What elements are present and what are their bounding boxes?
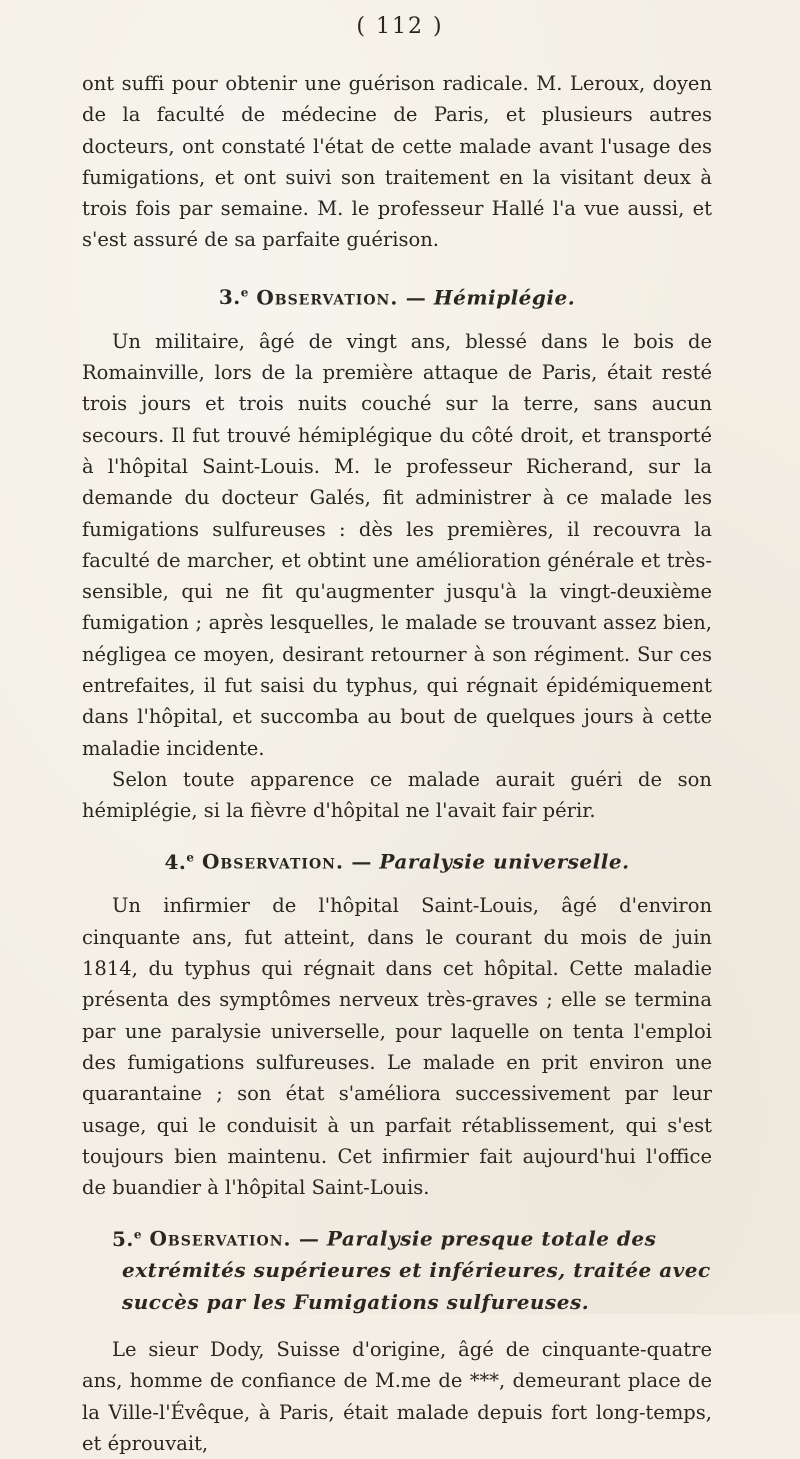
observation-4-title: Paralysie universelle.: [379, 850, 630, 875]
observation-3-heading: 3.$^e$ Observation. — Hémiplégie.: [218, 285, 576, 310]
observation-5-paragraph: Le sieur Dody, Suisse d'origine, âgé de cinquante-quatre ans, homme de confiance de M.me de ***, demeurant place de la Ville-l'Évêque, à Paris, était malade depuis fort long-temps, et éprouvait,: [82, 1337, 712, 1455]
observation-4-number: 4.$^e$: [164, 850, 195, 875]
observation-3-paragraph: Un militaire, âgé de vingt ans, blessé dans le bois de Romainville, lors de la première attaque de Paris, était resté trois jours et trois nuits couché sur la terre, sans aucun secours. Il fut trouvé hémiplégique du côté droit, et transporté à l'hôpital Saint-Louis. M. le professeur Richerand, sur la demande du docteur Galés, fit administrer à ce malade les fumigations sulfureuses : dès les premières, il recouvra la faculté de marcher, et obtint une amélioration générale et très-sensible, qui ne fit qu'augmenter jusqu'à la vingt-deuxième fumigation ; après lesquelles, le malade se trouvant assez bien, négligea ce moyen, desirant retourner à son régiment. Sur ces entrefaites, il fut saisi du typhus, qui régnait épidémiquement dans l'hôpital, et succomba au bout de quelques jours à cette maladie incidente.: [82, 329, 712, 760]
observation-5-heading: 5.$^e$ Observation. — Paralysie presque totale des extrémités supérieures et inférieures, traitée avec succès par les Fumigations sulfureuses.: [112, 1227, 711, 1314]
paragraph-continued: ont suffi pour obtenir une guérison radicale. M. Leroux, doyen de la faculté de médecine de Paris, et plusieurs autres docteurs, ont constaté l'état de cette malade avant l'usage des fumigations, et ont suivi son traitement en la visitant deux à trois fois par semaine. M. le professeur Hallé l'a vue aussi, et s'est assuré de sa parfaite guérison.: [82, 72, 712, 252]
page-body: [82, 68, 712, 1459]
observation-4-heading: 4.$^e$ Observation. — Paralysie universelle.: [164, 850, 630, 875]
observation-3-title: Hémiplégie.: [433, 285, 576, 310]
observation-5-label: Observation.: [149, 1227, 292, 1252]
observation-3-label: Observation.: [256, 285, 399, 310]
observation-3-paragraph: Selon toute apparence ce malade aurait guéri de son hémiplégie, si la fièvre d'hôpital ne l'avait fair périr.: [82, 767, 712, 823]
observation-5-title: Paralysie presque totale des extrémités supérieures et inférieures, traitée avec succès par les Fumigations sulfureuses.: [122, 1227, 711, 1314]
observation-5-number: 5.$^e$: [112, 1227, 143, 1252]
observation-3-number: 3.$^e$: [218, 285, 249, 310]
page-number: ( 112 ): [356, 14, 444, 39]
observation-4-paragraph: Un infirmier de l'hôpital Saint-Louis, âgé d'environ cinquante ans, fut atteint, dans le courant du mois de juin 1814, du typhus qui régnait dans cet hôpital. Cette maladie présenta des symptômes nerveux très-graves ; elle se termina par une paralysie universelle, pour laquelle on tenta l'emploi des fumigations sulfureuses. Le malade en prit environ une quarantaine ; son état s'améliora successivement par leur usage, qui le conduisit à un parfait rétablissement, qui s'est toujours bien maintenu. Cet infirmier fait aujourd'hui l'office de buandier à l'hôpital Saint-Louis.: [82, 894, 712, 1200]
observation-4-label: Observation.: [201, 850, 344, 875]
